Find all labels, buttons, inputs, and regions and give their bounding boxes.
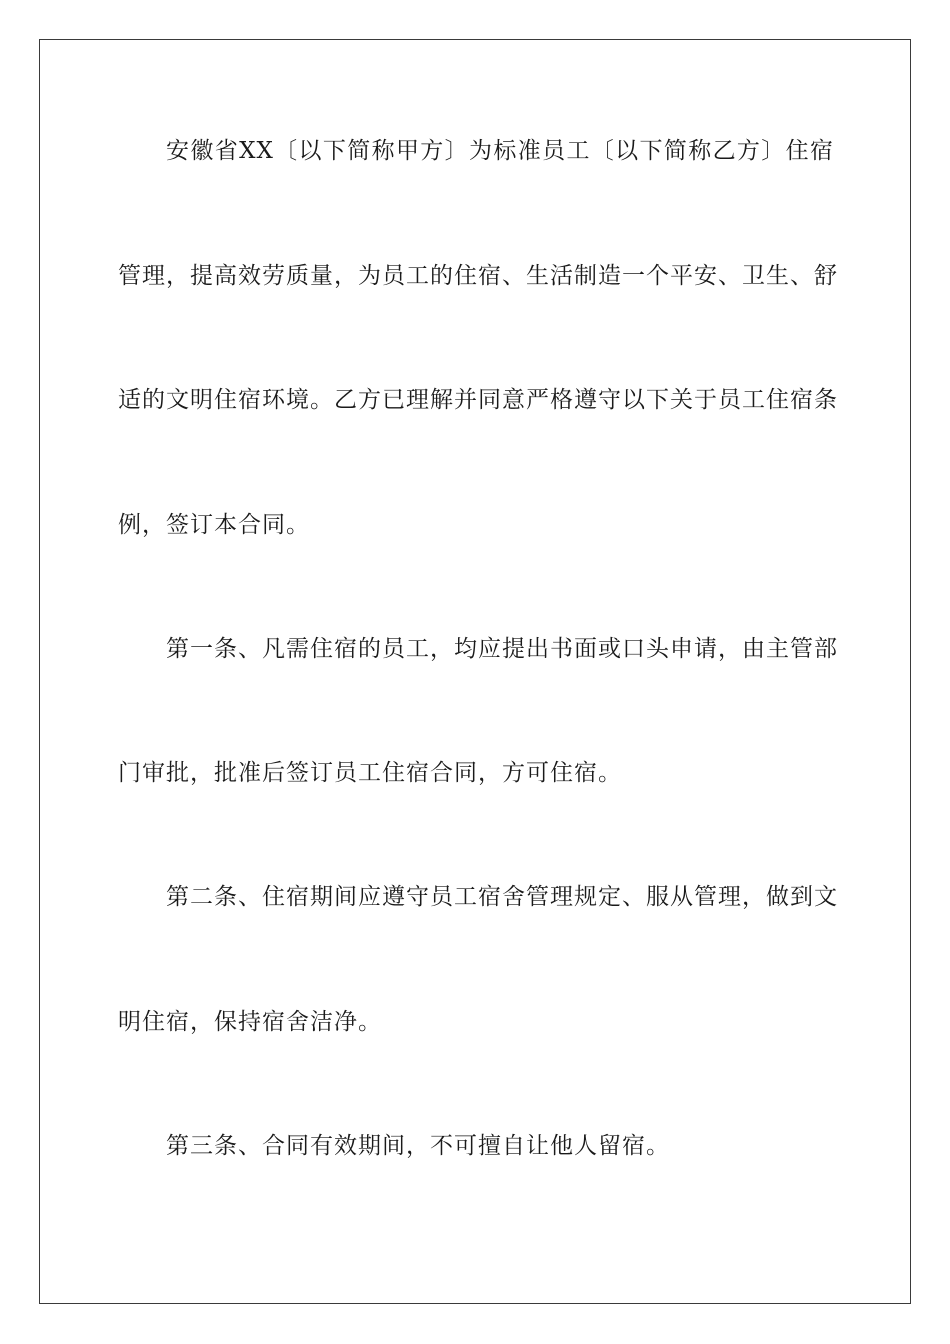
article-3-line-1: 第三条、合同有效期间，不可擅自让他人留宿。 bbox=[166, 1133, 670, 1159]
page-frame bbox=[39, 39, 911, 1304]
article-2-line-2: 明住宿，保持宿舍洁净。 bbox=[118, 1009, 382, 1035]
paragraph-1-line-3: 适的文明住宿环境。乙方已理解并同意严格遵守以下关于员工住宿条 bbox=[118, 387, 838, 413]
paragraph-1-line-2: 管理，提高效劳质量，为员工的住宿、生活制造一个平安、卫生、舒 bbox=[118, 263, 838, 289]
article-2-line-1: 第二条、住宿期间应遵守员工宿舍管理规定、服从管理，做到文 bbox=[166, 884, 838, 910]
article-1-line-1: 第一条、凡需住宿的员工，均应提出书面或口头申请，由主管部 bbox=[166, 636, 838, 662]
paragraph-1-line-1: 安徽省XX〔以下简称甲方〕为标准员工〔以下简称乙方〕住宿 bbox=[166, 138, 834, 164]
paragraph-1-line-4: 例，签订本合同。 bbox=[118, 512, 310, 538]
article-1-line-2: 门审批，批准后签订员工住宿合同，方可住宿。 bbox=[118, 760, 622, 786]
